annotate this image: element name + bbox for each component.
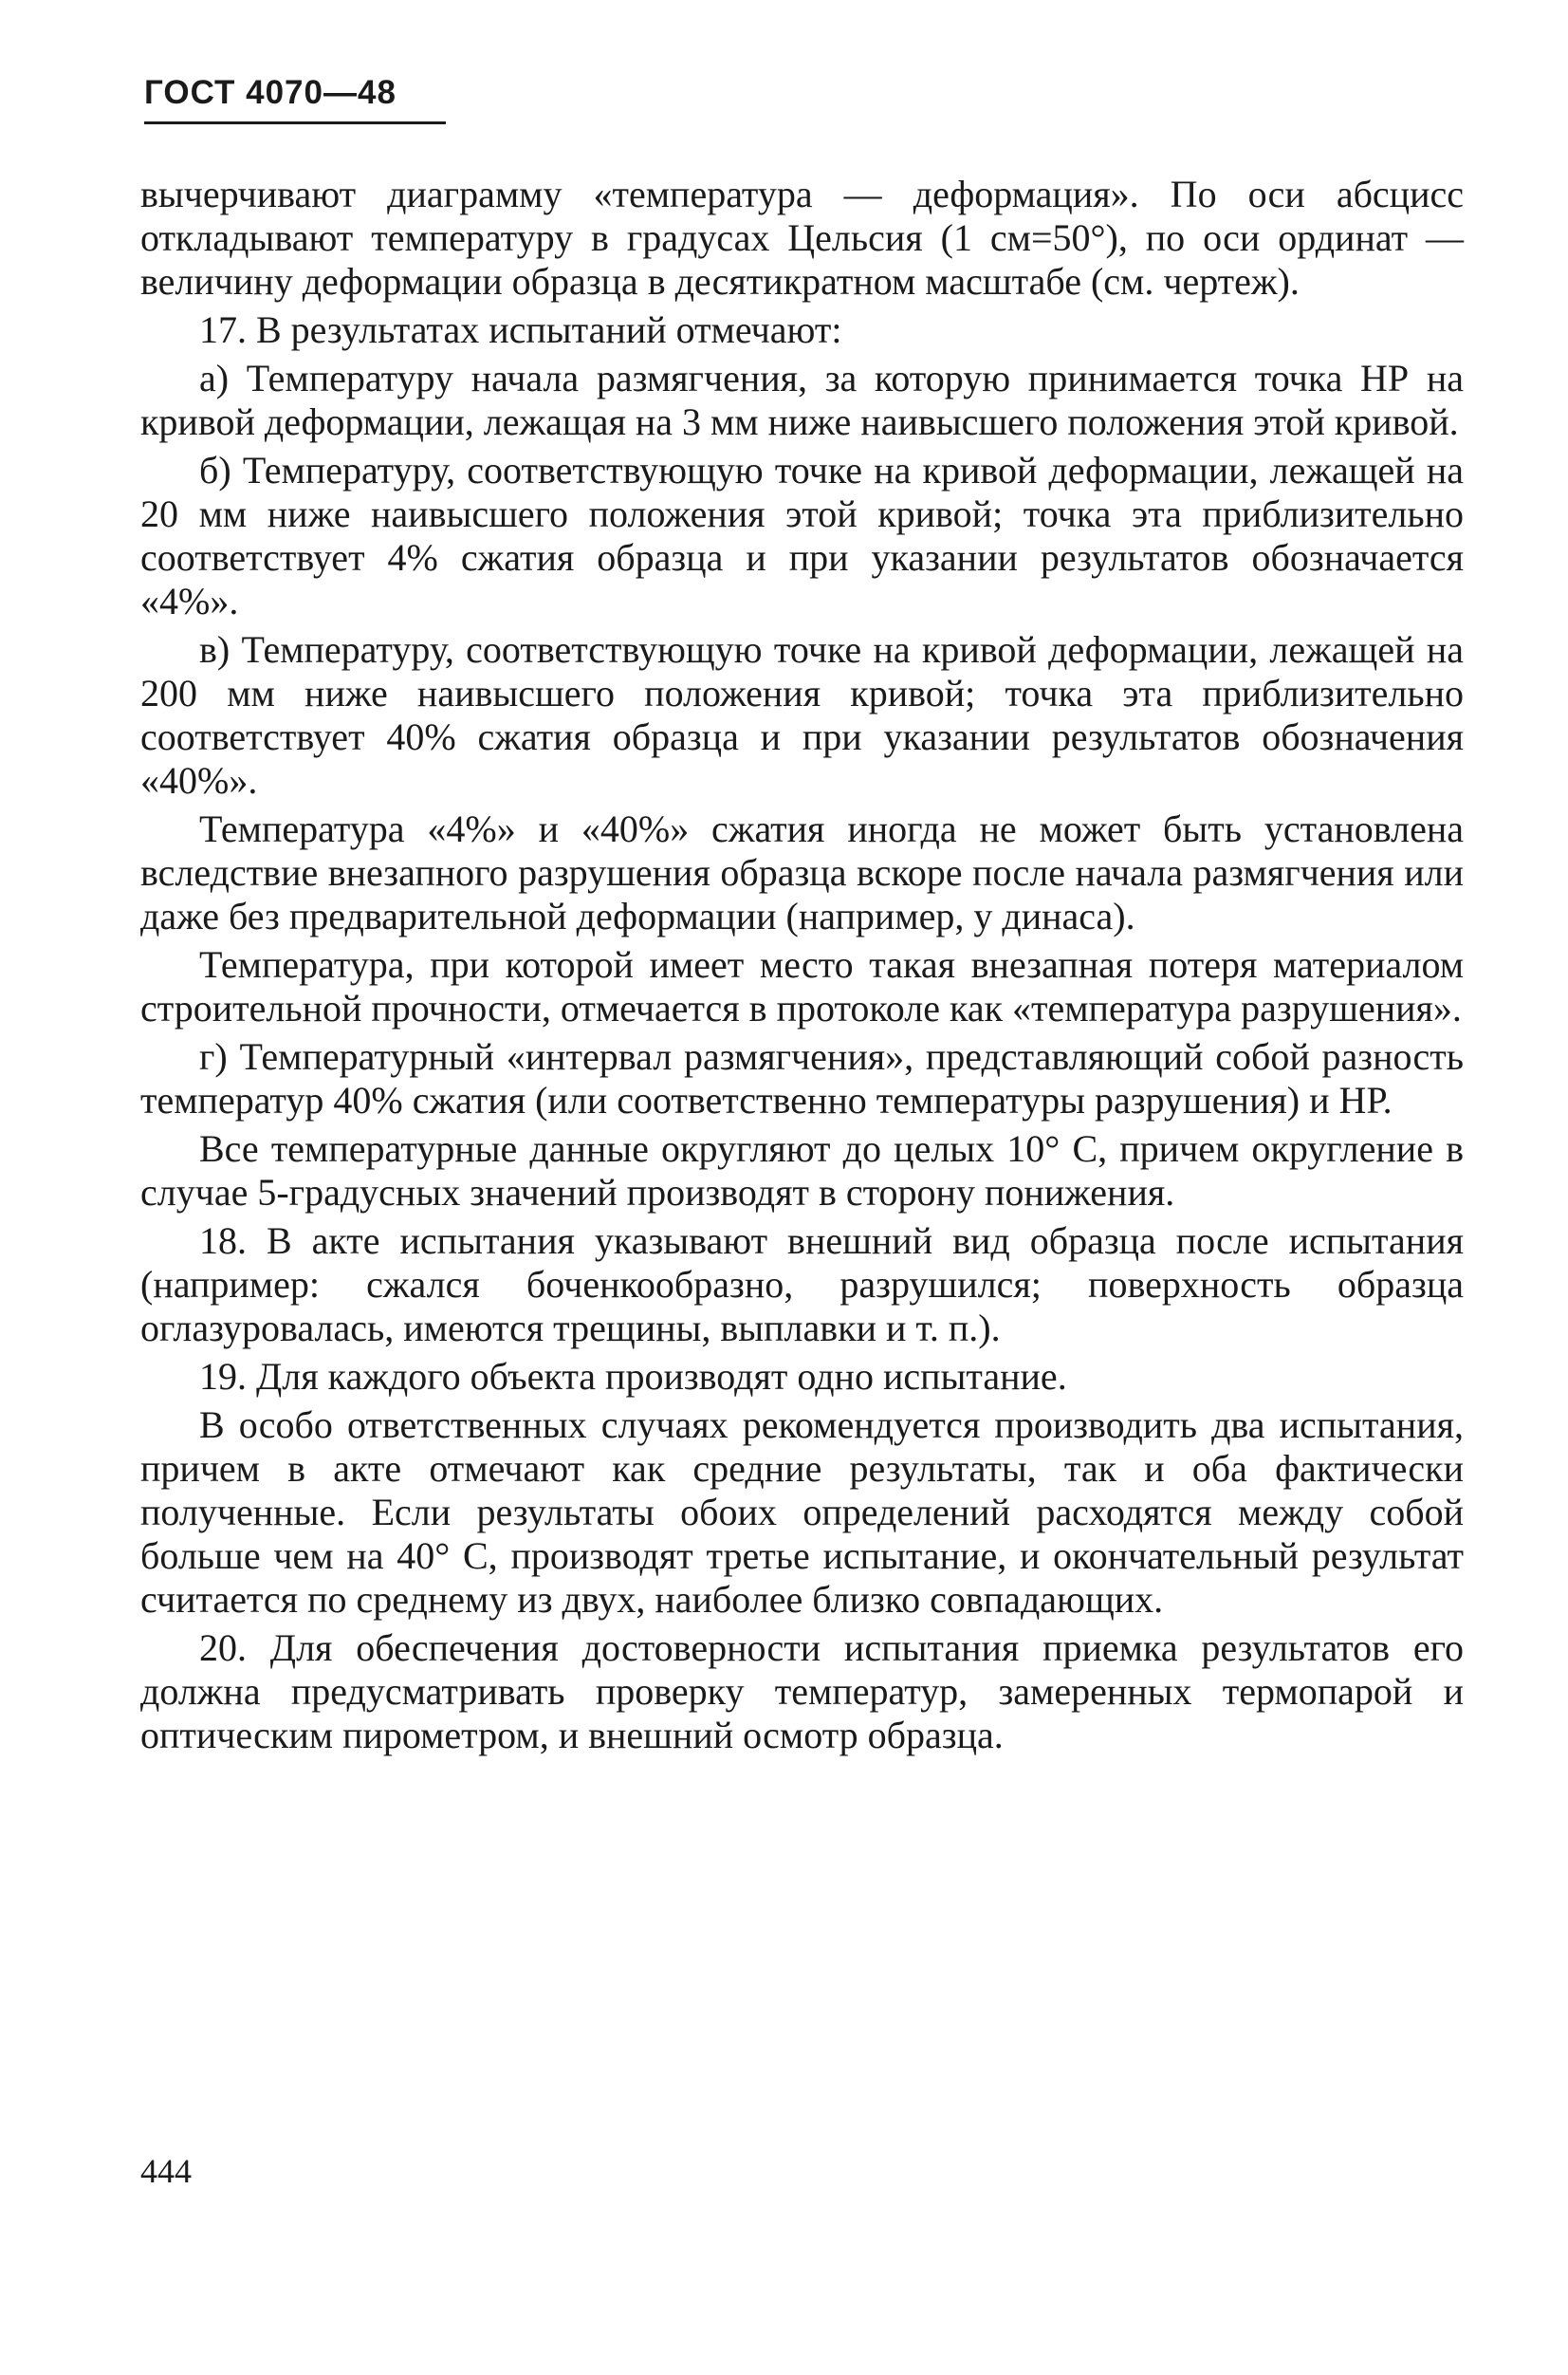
main-text (140, 173, 1464, 1762)
paragraph-sudden-failure: Температура «4%» и «40%» сжатия иногда не может быть установлена вследствие внезапного разрушения образца вскоре после начала размягчения или даже без предварительной деформации (например, у динаса). (140, 807, 1464, 937)
paragraph-rounding: Все температурные данные округляют до целых 10° С, причем округление в случае 5-градусных значений производят в сторону понижения. (140, 1127, 1464, 1214)
paragraph-failure-temperature: Температура, при которой имеет место такая внезапная потеря материалом строительной прочности, отмечается в протоколе как «температура разрушения». (140, 943, 1464, 1030)
paragraph-item-18: 18. В акте испытания указывают внешний вид образца после испытания (например: сжался боченкообразно, разрушился; поверхность образца оглазуровалась, имеются трещины, выплавки и т. п.). (140, 1219, 1464, 1349)
page-header (144, 74, 446, 124)
paragraph-item-19: 19. Для каждого объекта производят одно испытание. (199, 1355, 1067, 1398)
paragraph-diagram: вычерчивают диаграмму «температура — деформация». По оси абсцисс откладывают температуру в градусах Цельсия (1 см=50°), по оси ординат — величину деформации образца в десятикратном масштабе (см. чертеж). (140, 173, 1464, 303)
paragraph-repeat-tests: В особо ответственных случаях рекомендуется производить два испытания, причем в акте отмечают как средние результаты, так и оба фактически полученные. Если результаты обоих определений расходятся между собой больше чем на 40° С, производят третье испытание, и окончательный результат считается по среднему из двух, наиболее близко совпадающих. (140, 1403, 1464, 1621)
paragraph-item-17g: г) Температурный «интервал размягчения», представляющий собой разность температур 40% сжатия (или соответственно температуры разрушения) и НР. (140, 1035, 1464, 1122)
page-number: 444 (140, 2152, 192, 2190)
paragraph-item-20: 20. Для обеспечения достоверности испытания приемка результатов его должна предусматривать проверку температур, замеренных термопарой и оптическим пирометром, и внешний осмотр образца. (140, 1626, 1464, 1756)
paragraph-item-17v: в) Температуру, соответствующую точке на кривой деформации, лежащей на 200 мм ниже наивысшего положения кривой; точка эта приблизительно соответствует 40% сжатия образца и при указании результатов обозначения «40%». (140, 628, 1464, 802)
header-divider (144, 121, 446, 124)
document-title: ГОСТ 4070—48 (144, 74, 397, 111)
paragraph-item-17b: б) Температуру, соответствующую точке на кривой деформации, лежащей на 20 мм ниже наивысшего положения этой кривой; точка эта приблизительно соответствует 4% сжатия образца и при указании результатов обозначается «4%». (140, 449, 1464, 622)
paragraph-item-17a: а) Температуру начала размягчения, за которую принимается точка НР на кривой деформации, лежащая на 3 мм ниже наивысшего положения этой кривой. (140, 357, 1464, 443)
paragraph-item-17: 17. В результатах испытаний отмечают: (199, 308, 842, 351)
